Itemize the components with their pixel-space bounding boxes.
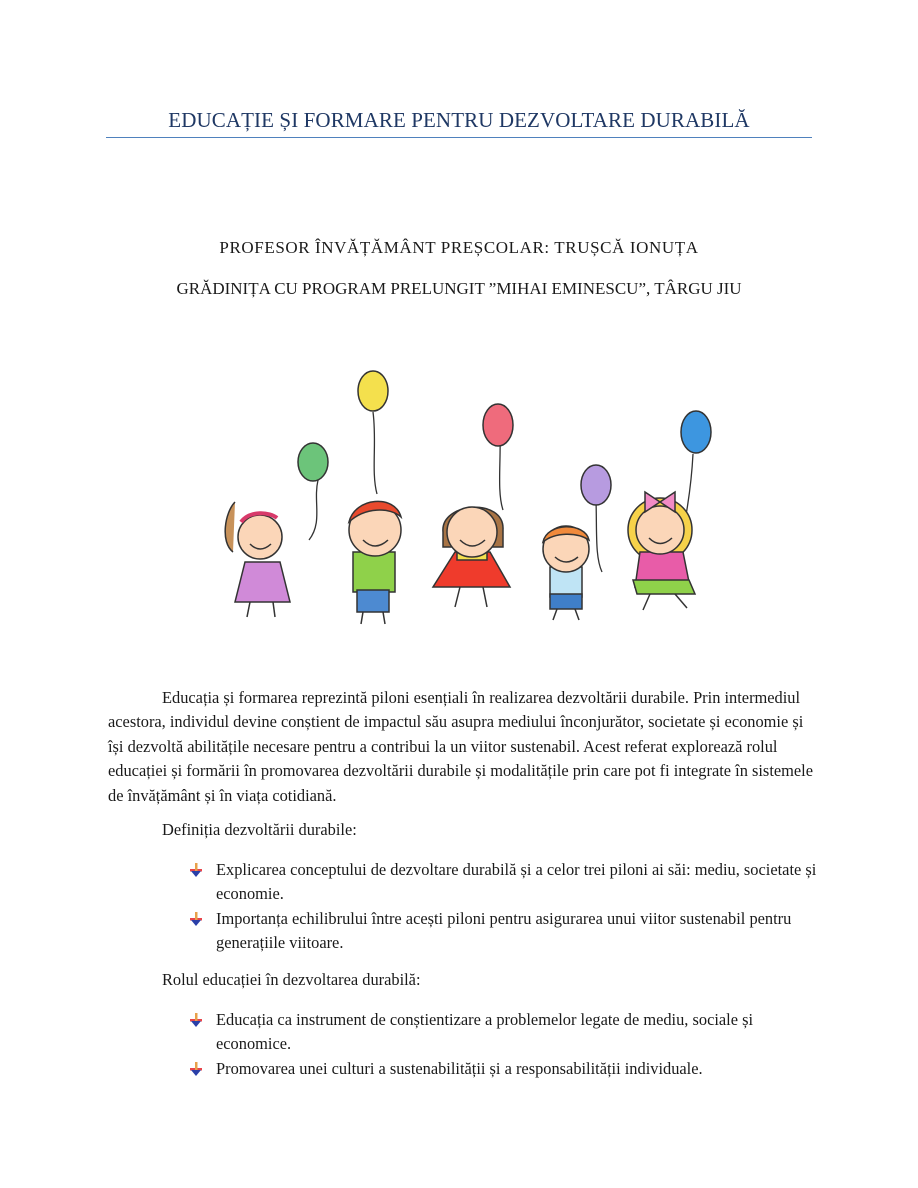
document-title: EDUCAȚIE ȘI FORMARE PENTRU DEZVOLTARE DURABILĂ: [168, 108, 750, 132]
child-girl-purple: [225, 502, 290, 617]
blue-balloon: [681, 411, 711, 453]
bullet-list-role: [188, 1008, 818, 1081]
section-heading-role: Rolul educației în dezvoltarea durabilă:: [162, 970, 421, 989]
arrow-bullet-icon: [188, 911, 204, 927]
green-balloon: [298, 443, 328, 481]
child-boy-striped: [543, 526, 589, 620]
intro-paragraph: [108, 686, 814, 808]
child-boy-green: [349, 501, 401, 624]
purple-balloon: [581, 465, 611, 505]
intro-paragraph-text: Educația și formarea reprezintă piloni esențiali în realizarea dezvoltării durabile. Prin intermediul acestora, individul devine conștient de impactul său asupra mediului înconjurător, societate și economie și își dezvoltă abilitățile necesare pentru a contribui la un viitor sustenabil. Acest referat explorează rolul educației și formării în promovarea dezvoltării durabile și modalitățile prin care pot fi integrate în sistemele de învățământ și în viața cotidiană.: [108, 688, 813, 805]
child-girl-red: [433, 507, 510, 607]
list-item: [188, 858, 818, 907]
list-item: [188, 907, 818, 956]
author-line: PROFESOR ÎNVĂȚĂMÂNT PREȘCOLAR: TRUȘCĂ IONUȚA: [219, 238, 699, 257]
list-item: [188, 1008, 818, 1057]
arrow-bullet-icon: [188, 862, 204, 878]
children-with-balloons-illustration: [205, 362, 720, 627]
yellow-balloon: [358, 371, 388, 411]
list-item-text: Promovarea unei culturi a sustenabilității și a responsabilității individuale.: [216, 1058, 703, 1078]
arrow-bullet-icon: [188, 1012, 204, 1028]
bullet-list-definition: [188, 858, 818, 956]
list-item: [188, 1057, 818, 1081]
child-girl-pink-bow: [628, 492, 695, 610]
list-item-text: Explicarea conceptului de dezvoltare durabilă și a celor trei piloni ai săi: mediu, societate și economie.: [216, 860, 817, 904]
section-heading-definition: Definiția dezvoltării durabile:: [162, 820, 357, 839]
title-underline-divider: [106, 137, 812, 138]
arrow-bullet-icon: [188, 1061, 204, 1077]
list-item-text: Educația ca instrument de conștientizare a problemelor legate de mediu, sociale și economice.: [216, 1010, 754, 1054]
red-balloon: [483, 404, 513, 446]
school-line: GRĂDINIȚA CU PROGRAM PRELUNGIT ”MIHAI EMINESCU”, TÂRGU JIU: [176, 279, 742, 298]
list-item-text: Importanța echilibrului între acești piloni pentru asigurarea unui viitor sustenabil pentru generațiile viitoare.: [216, 908, 792, 953]
